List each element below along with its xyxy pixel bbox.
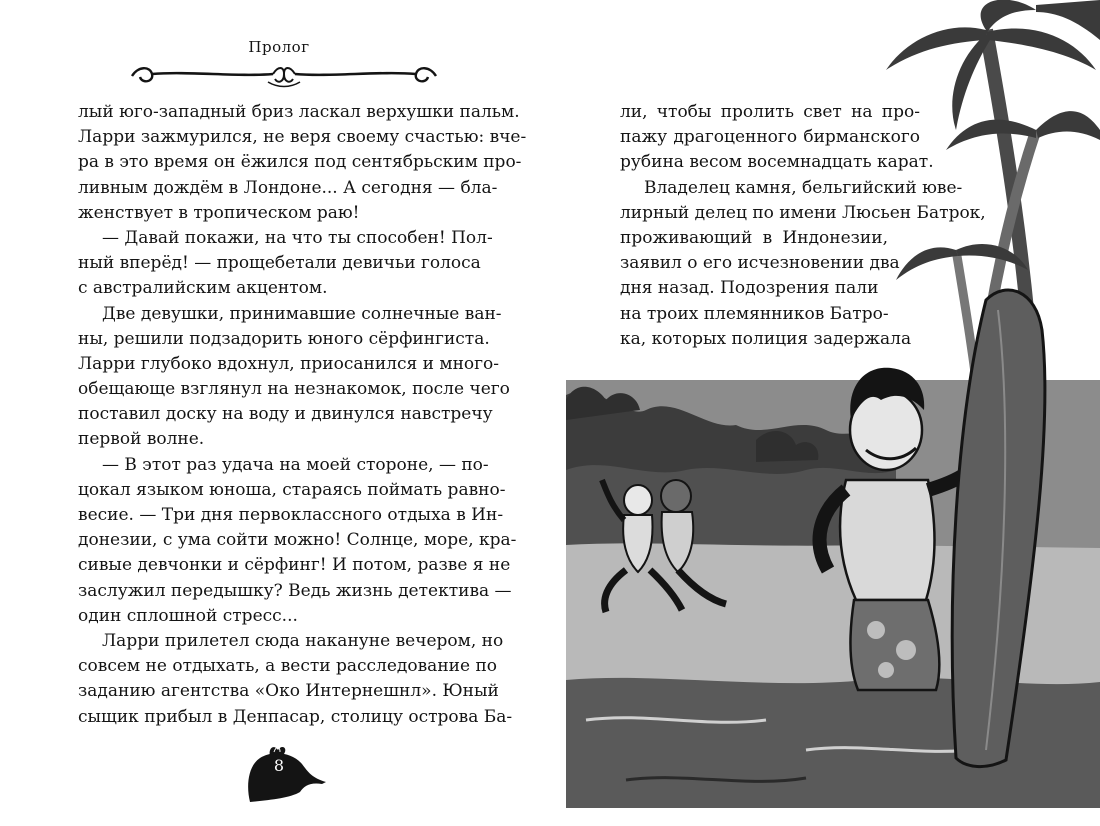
text-line: — В этот раз удача на моей стороне, — по- <box>102 454 489 475</box>
text-line: совсем не отдыхать, а вести расследование по <box>78 656 498 677</box>
text-line: ли, чтобы пролить свет на про- <box>620 102 920 122</box>
right-body-text <box>620 100 986 352</box>
text-line: лый юго-западный бриз ласкал верхушки пальм. <box>78 102 520 122</box>
text-line: рубина весом восемнадцать карат. <box>620 152 934 173</box>
text-line: заявил о его исчезновении два <box>620 253 900 274</box>
text-line: ливным дождём в Лондоне... А сегодня — бла- <box>78 177 498 198</box>
text-line: первой волне. <box>78 429 205 450</box>
text-line: заслужил передышку? Ведь жизнь детектива — <box>78 580 512 601</box>
text-line: пажу драгоценного бирманского <box>620 127 920 148</box>
text-line: ра в это время он ёжился под сентябрьским про- <box>78 152 522 173</box>
running-head: Пролог <box>248 38 310 56</box>
text-line: с австралийским акцентом. <box>78 278 328 299</box>
text-line: весие. — Три дня первоклассного отдыха в Ин- <box>78 505 504 525</box>
right-page <box>550 0 1100 826</box>
page-number-badge-icon <box>240 742 330 808</box>
text-line: Ларри прилетел сюда накануне вечером, но <box>102 630 504 651</box>
text-line: ка, которых полиция задержала <box>620 328 912 349</box>
text-line: проживающий в Индонезии, <box>620 227 888 248</box>
page-number: 8 <box>273 756 285 775</box>
text-line: один сплошной стресс... <box>78 605 298 626</box>
header-ornament <box>128 62 440 90</box>
text-line: ный вперёд! — прощебетали девичьи голоса <box>78 253 481 274</box>
text-line: сыщик прибыл в Денпасар, столицу острова Ба- <box>78 706 513 727</box>
text-line: на троих племянников Батро- <box>620 303 889 324</box>
left-body-text <box>78 100 527 730</box>
text-line: лирный делец по имени Люсьен Батрок, <box>620 202 986 223</box>
text-line: заданию агентства «Око Интернешнл». Юный <box>78 681 499 702</box>
text-line: — Давай покажи, на что ты способен! Пол- <box>102 227 493 248</box>
text-line: сивые девчонки и сёрфинг! И потом, разве я не <box>78 555 511 576</box>
text-line: Ларри зажмурился, не веря своему счастью: вче- <box>78 127 527 148</box>
text-line: Владелец камня, бельгийский юве- <box>644 177 963 198</box>
text-line: обещающе взглянул на незнакомок, после чего <box>78 379 510 400</box>
text-line: цокал языком юноша, стараясь поймать равно- <box>78 479 506 500</box>
text-line: женствует в тропическом раю! <box>78 202 360 223</box>
text-line: дня назад. Подозрения пали <box>620 278 879 299</box>
text-line: Две девушки, принимавшие солнечные ван- <box>102 303 502 324</box>
text-line: поставил доску на воду и двинулся навстречу <box>78 404 493 425</box>
text-line: донезии, с ума сойти можно! Солнце, море, кра- <box>78 530 517 551</box>
text-line: ны, решили подзадорить юного сёрфингиста. <box>78 328 490 349</box>
text-line: Ларри глубоко вдохнул, приосанился и много- <box>78 353 500 374</box>
